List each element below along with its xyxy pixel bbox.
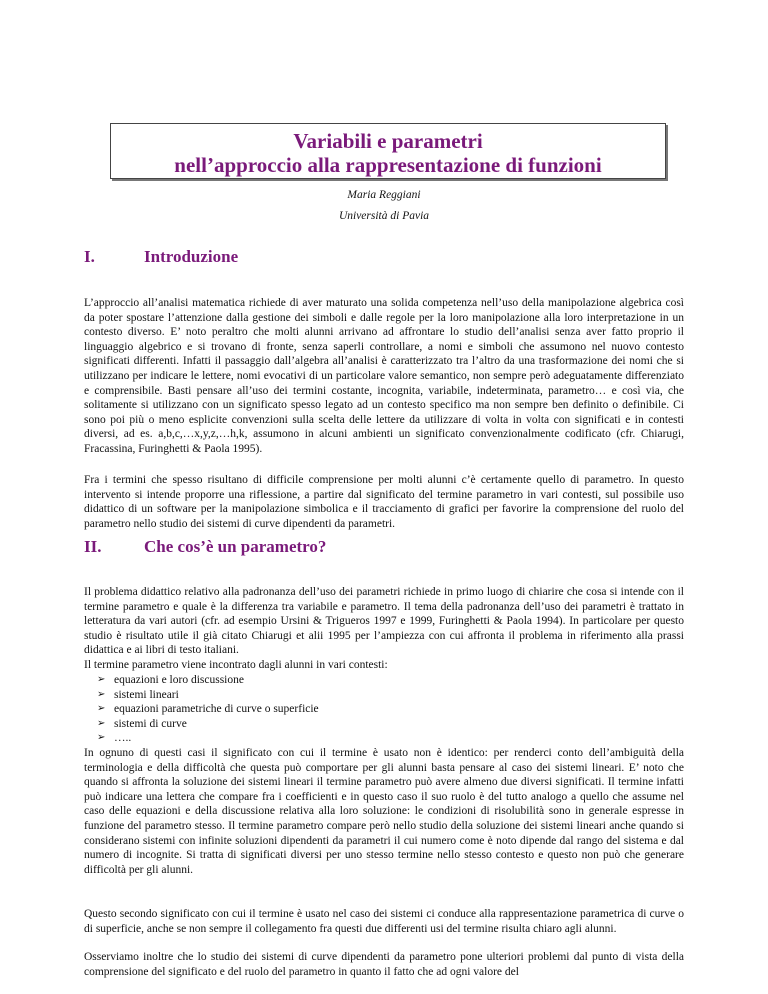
list-item bbox=[84, 673, 684, 688]
section-2-heading bbox=[84, 537, 326, 557]
list-item-text: equazioni parametriche di curve o superficie bbox=[114, 703, 319, 716]
arrow-bullet-icon: ➢ bbox=[97, 703, 106, 715]
section-2-paragraph-4: Osserviamo inoltre che lo studio dei sistemi di curve dipendenti da parametro pone ulteriori problemi dal punto di vista della comprensione del significato e del ruolo del parametro in quanto il fatto che ad ogni valore del bbox=[84, 951, 684, 978]
list-item bbox=[84, 731, 684, 746]
title-line-2: nell’approccio alla rappresentazione di funzioni bbox=[174, 153, 602, 177]
list-item-text: equazioni e loro discussione bbox=[114, 674, 244, 686]
title-line-1: Variabili e parametri bbox=[293, 129, 483, 153]
list-item bbox=[84, 688, 684, 703]
context-list bbox=[84, 673, 684, 746]
list-item-text: ….. bbox=[114, 732, 132, 745]
section-1-number: I. bbox=[84, 247, 95, 266]
list-item bbox=[84, 702, 684, 717]
section-2-title: Che cos’è un parametro? bbox=[144, 537, 327, 556]
section-2-number: II. bbox=[84, 537, 102, 556]
list-item bbox=[84, 717, 684, 732]
section-1-paragraph-1: L’approccio all’analisi matematica richiede di aver maturato una solida competenza nell’uso della manipolazione algebrica così da poter spostare l’attenzione dalla gestione dei simboli e dalle regole per la loro manipolazione alla loro interpretazione in un contesto diverso. E’ noto peraltro che molti alunni arrivano ad affrontare lo studio dell’analisi senza aver fatto proprio il linguaggio algebrico e si trovano di fronte, senza saperli controllare, a nomi e simboli che assumono nel nuovo contesto significati differenti. Infatti il passaggio dall’algebra all’analisi è caratterizzato tra l’altro da una trasformazione dei nomi che si utilizzano per indicare le lettere, nomi evocativi di un particolare valore semantico, non sempre però adeguatamente differenziato e comprensibile. Basti pensare all’uso dei termini costante, incognita, variabile, indeterminata, parametro… e così via, che solitamente si utilizzano con un significato spesso legato ad un contesto specifico ma non sempre ben definito o definibile. Ci sono poi più o meno esplicite convenzioni sulla scelta delle lettere da utilizzare di volta in volta con significati e in contesti diversi, ad es. a,b,c,…x,y,z,…h,k, assumono in alcuni ambienti un significato convenzionalmente codificato (cfr. Chiarugi, Fracassina, Furinghetti & Paola 1995). bbox=[84, 297, 684, 455]
section-1-paragraph-2: Fra i termini che spesso risultano di difficile comprensione per molti alunni c’è certamente quello di parametro. In questo intervento si intende proporre una riflessione, a partire dal significato del termine parametro in vari contesti, sul possibile uso didattico di un software per la manipolazione simbolica e il tracciamento di grafici per favorire la comprensione del ruolo del parametro nello studio dei sistemi di curve dipendenti da parametri. bbox=[84, 474, 684, 530]
list-item-text: sistemi di curve bbox=[114, 717, 187, 730]
section-2-list-intro: Il termine parametro viene incontrato dagli alunni in vari contesti: bbox=[84, 659, 388, 671]
title-box bbox=[110, 123, 666, 179]
arrow-bullet-icon: ➢ bbox=[97, 732, 106, 744]
arrow-bullet-icon: ➢ bbox=[97, 717, 106, 729]
section-2-paragraph-1: Il problema didattico relativo alla padronanza dell’uso dei parametri richiede in primo luogo di chiarire che cosa si intende con il termine parametro e quale è la differenza tra variabile e parametro. Il tema della padronanza dell’uso dei parametri è trattato in letteratura da vari autori (cfr. ad esempio Ursini & Trigueros 1997 e 1999, Furinghetti & Paola 1994). In particolare per questo studio è risultato utile il già citato Chiarugi et alii 1995 per l’ampiezza con cui affronta il problema in riferimento alla prassi didattica e ai libri di testo italiani. bbox=[84, 586, 684, 657]
list-item-text: sistemi lineari bbox=[114, 688, 179, 701]
section-1-title: Introduzione bbox=[144, 247, 239, 266]
section-1-heading bbox=[84, 247, 238, 267]
arrow-bullet-icon: ➢ bbox=[97, 674, 106, 685]
arrow-bullet-icon: ➢ bbox=[97, 688, 106, 700]
author: Maria Reggiani bbox=[347, 189, 421, 201]
section-2-paragraph-3: Questo secondo significato con cui il termine è usato nel caso dei sistemi ci conduce alla rappresentazione parametrica di curve o di superficie, anche se non sempre il collegamento fra questi due differenti usi del termine risulta chiaro agli alunni. bbox=[84, 908, 684, 935]
affiliation: Università di Pavia bbox=[338, 210, 430, 222]
section-2-paragraph-2: In ognuno di questi casi il significato con cui il termine è usato non è identico: per renderci conto dell’ambiguità della terminologia e della difficoltà che questa può comportare per gli alunni basta pensare al caso dei sistemi lineari. E’ noto che quando si affronta la soluzione dei sistemi lineari il termine parametro può avere almeno due diversi significati. Il termine infatti può indicare una lettera che compare fra i coefficienti e in questo caso il suo ruolo è del tutto analogo a quello che assume nel caso delle equazioni e della discussione relativa alla loro soluzione: le condizioni di risolubilità sono in generale espresse in funzione del parametro stesso. Il termine parametro compare però nello studio della soluzione dei sistemi lineari anche quando si considerano sistemi con infinite soluzioni dipendenti da parametri il cui numero come è noto dipende dal rango del sistema e dal numero di incognite. Si tratta di significati diversi per uno stesso termine nello stesso contesto e questo non può che generare difficoltà per gli alunni. bbox=[84, 747, 684, 876]
